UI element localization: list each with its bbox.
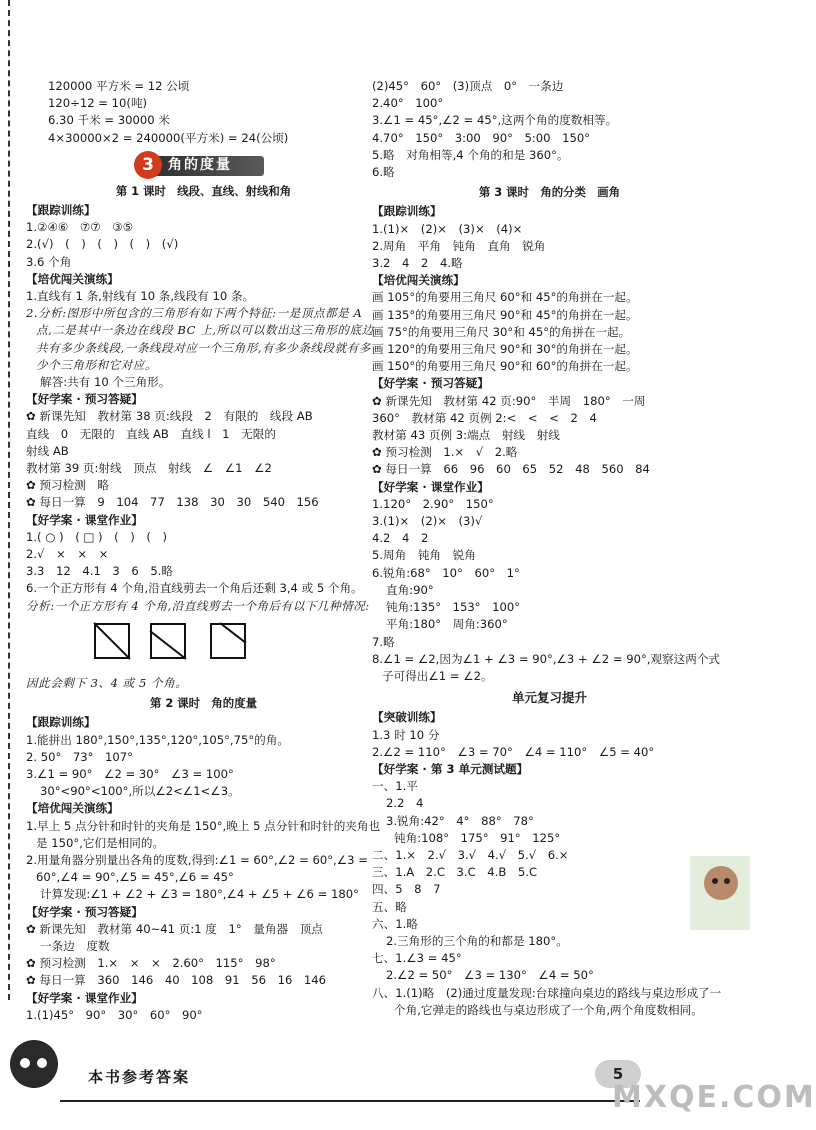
chapter-title: 角的度量 — [168, 156, 232, 173]
answer-line: 2.(√) ( ) ( ) ( ) (√) — [26, 237, 179, 252]
answer-line: 画 105°的角要用三角尺 60°和 45°的角拼在一起。 — [372, 290, 638, 305]
answer-line: 三、1.A 2.C 3.C 4.B 5.C — [372, 865, 538, 880]
answer-line: 画 150°的角要用三角尺 90°和 60°的角拼在一起。 — [372, 359, 638, 374]
answer-line: 直角:90° — [386, 582, 434, 597]
mascot-eye-icon — [20, 1058, 30, 1068]
answer-line: 1.( ○ ) ( □ ) ( ) ( ) — [26, 529, 168, 544]
section-heading: 【好学案 · 第 3 单元测试题】 — [372, 761, 529, 776]
answer-line: 教材第 39 页:射线 顶点 射线 ∠ ∠1 ∠2 — [26, 461, 272, 476]
answer-line: 2. 50° 73° 107° — [26, 749, 133, 764]
answer-line: 3.锐角:42° 4° 88° 78° — [386, 813, 534, 828]
answer-line: ✿ 预习检测 1.× √ 2.略 — [372, 445, 518, 460]
answer-line: 画 135°的角要用三角尺 90°和 45°的角拼在一起。 — [372, 307, 638, 322]
answer-line: ✿ 每日一算 66 96 60 65 52 48 560 84 — [372, 462, 650, 477]
answer-line: 3.3 12 4.1 3 6 5.略 — [26, 564, 174, 579]
footer-title: 本书参考答案 — [88, 1068, 191, 1086]
answer-line: ✿ 新课先知 教材第 40~41 页:1 度 1° 量角器 顶点 — [26, 921, 323, 936]
chapter-header — [26, 151, 381, 179]
lesson-2-title: 第 2 课时 角的度量 — [150, 696, 257, 711]
cut-square-figures — [26, 621, 381, 671]
section-heading: 【好学案 · 预习答疑】 — [26, 392, 143, 407]
answer-paragraph: 2.用量角器分别量出各角的度数,得到:∠1 = 60°,∠2 = 60°,∠3 = 60°,∠4 = 90°,∠5 = 45°,∠6 = 45° — [26, 852, 368, 885]
answer-line: 钝角:108° 175° 91° 125° — [394, 830, 561, 845]
answer-line: 二、1.× 2.√ 3.√ 4.√ 5.√ 6.× — [372, 847, 569, 862]
answer-line: 解答:共有 10 个三角形。 — [40, 375, 171, 390]
section-heading: 【好学案 · 预习答疑】 — [26, 904, 143, 919]
answer-line: 2.√ × × × — [26, 547, 109, 562]
section-heading: 【好学案 · 课堂作业】 — [372, 479, 489, 494]
section-heading: 【跟踪训练】 — [26, 203, 96, 218]
answer-line: 6.略 — [372, 165, 395, 180]
footer-rule — [60, 1100, 640, 1102]
review-title: 单元复习提升 — [511, 690, 587, 706]
answer-line: 7.略 — [372, 634, 395, 649]
cut-line — [8, 0, 10, 1000]
answer-line: 四、5 8 7 — [372, 882, 441, 897]
section-heading: 【好学案 · 课堂作业】 — [26, 990, 143, 1005]
chapter-number: 3 — [134, 151, 162, 179]
answer-line: 平角:180° 周角:360° — [386, 617, 508, 632]
section-heading: 【培优闯关演练】 — [26, 801, 119, 816]
answer-line: 2.三角形的三个角的和都是 180°。 — [386, 933, 568, 948]
answer-line: 2.∠2 = 110° ∠3 = 70° ∠4 = 110° ∠5 = 40° — [372, 744, 655, 759]
text-line: 120000 平方米 = 12 公顷 — [48, 79, 190, 93]
square-figure-cut-3 — [210, 623, 246, 659]
analysis-paragraph: 2.分析:图形中所包含的三角形有如下两个特征:一是顶点都是 A 点,二是其中一条边在线段 BC 上,所以可以数出这三角形的底边共有多少条线段,一条线段对应一个三角形,有多少条线段就有多少个三角形和它对应。 — [26, 306, 374, 372]
section-heading: 【好学案 · 课堂作业】 — [26, 512, 143, 527]
answer-line: 360° 教材第 42 页例 2:< < < 2 4 — [372, 410, 597, 425]
watermark: MXQE.COM — [612, 1080, 816, 1115]
page-number: 5 — [595, 1060, 641, 1088]
answer-line: 2.40° 100° — [372, 96, 444, 111]
answer-paragraph: 6.一个正方形有 4 个角,沿直线剪去一个角后还剩 3,4 或 5 个角。 — [26, 581, 363, 596]
answer-line: 4.2 4 2 — [372, 531, 429, 546]
answer-line: 五、略 — [372, 899, 407, 914]
answer-paragraph: 八、1.(1)略 (2)通过度量发现:台球撞向桌边的路线与桌边形成了一个角,它弹走的路线也与桌边形成了一个角,两个角度数相同。 — [372, 985, 722, 1017]
mascot-eye-icon — [712, 878, 718, 884]
mascot-face-icon — [704, 866, 738, 900]
answer-line: 1.②④⑥ ⑦⑦ ③⑤ — [26, 220, 134, 235]
right-column — [372, 78, 727, 1019]
answer-line: ✿ 每日一算 360 146 40 108 91 56 16 146 — [26, 973, 327, 988]
answer-line: 射线 AB — [26, 443, 69, 458]
lesson-1-title: 第 1 课时 线段、直线、射线和角 — [115, 183, 292, 198]
answer-line: 6.锐角:68° 10° 60° 1° — [372, 565, 520, 580]
square-figure-cut-4 — [150, 623, 186, 659]
answer-paragraph: 1.早上 5 点分针和时针的夹角是 150°,晚上 5 点分针和时针的夹角也是 150°,它们是相同的。 — [26, 818, 381, 850]
answer-line: ✿ 新课先知 教材第 42 页:90° 半周 180° 一周 — [372, 393, 646, 408]
answer-line: 1.3 时 10 分 — [372, 727, 440, 742]
answer-line: 一条边 度数 — [40, 938, 110, 953]
text-line: 4×30000×2 = 240000(平方米) = 24(公顷) — [48, 130, 289, 145]
answer-line: 1.能拼出 180°,150°,135°,120°,105°,75°的角。 — [26, 732, 289, 747]
answer-line: 1.直线有 1 条,射线有 10 条,线段有 10 条。 — [26, 289, 255, 304]
section-heading: 【突破训练】 — [372, 710, 442, 725]
answer-line: 2.周角 平角 钝角 直角 锐角 — [372, 238, 546, 253]
answer-line: 六、1.略 — [372, 916, 418, 931]
answer-line: 5.周角 钝角 锐角 — [372, 548, 476, 563]
answer-line: 教材第 43 页例 3:端点 射线 射线 — [372, 428, 560, 443]
answer-line: 一、1.平 — [372, 779, 418, 794]
answer-line: 1.(1)× (2)× (3)× (4)× — [372, 221, 523, 236]
mascot-icon — [10, 1040, 58, 1088]
mascot-eye-icon — [724, 878, 730, 884]
answer-line: 钝角:135° 153° 100° — [386, 600, 521, 615]
answer-line: 2.2 4 — [386, 796, 424, 811]
answer-line: 画 120°的角要用三角尺 90°和 30°的角拼在一起。 — [372, 342, 638, 357]
answer-line: ✿ 预习检测 略 — [26, 478, 109, 493]
answer-line: 3.2 4 2 4.略 — [372, 256, 463, 271]
answer-line: 3.(1)× (2)× (3)√ — [372, 514, 483, 529]
answer-line: 1.(1)45° 90° 30° 60° 90° — [26, 1007, 203, 1022]
answer-line: 2.∠2 = 50° ∠3 = 130° ∠4 = 50° — [386, 968, 594, 983]
text-line: 6.30 千米 = 30000 米 — [48, 113, 170, 128]
answer-line: 3.6 个角 — [26, 254, 72, 269]
answer-paragraph: 8.∠1 = ∠2,因为∠1 + ∠3 = 90°,∠3 + ∠2 = 90°,观察这两个式子可得出∠1 = ∠2。 — [372, 651, 721, 683]
answer-line: 直线 0 无限的 直线 AB 直线 l 1 无限的 — [26, 426, 276, 441]
section-heading: 【培优闯关演练】 — [372, 273, 465, 288]
answer-line: (2)45° 60° (3)顶点 0° 一条边 — [372, 79, 564, 93]
answer-line: 5.略 对角相等,4 个角的和是 360°。 — [372, 147, 569, 162]
answer-line: 画 75°的角要用三角尺 30°和 45°的角拼在一起。 — [372, 324, 631, 339]
answer-line: 七、1.∠3 = 45° — [372, 951, 462, 966]
section-heading: 【跟踪训练】 — [26, 715, 96, 730]
mascot-eye-icon — [37, 1058, 47, 1068]
section-heading: 【培优闯关演练】 — [26, 271, 119, 286]
section-heading: 【跟踪训练】 — [372, 204, 442, 219]
answer-line: 30°<90°<100°,所以∠2<∠1<∠3。 — [40, 784, 240, 799]
section-heading: 【好学案 · 预习答疑】 — [372, 376, 489, 391]
answer-line: 计算发现:∠1 + ∠2 + ∠3 = 180°,∠4 + ∠5 + ∠6 = 180° — [40, 887, 359, 902]
text-line: 120÷12 = 10(吨) — [48, 96, 148, 111]
answer-line: ✿ 新课先知 教材第 38 页:线段 2 有限的 线段 AB — [26, 409, 313, 424]
answer-line: 3.∠1 = 45°,∠2 = 45°,这两个角的度数相等。 — [372, 113, 618, 128]
answer-line: 4.70° 150° 3:00 90° 5:00 150° — [372, 130, 591, 145]
analysis-conclusion: 因此会剩下 3、4 或 5 个角。 — [26, 675, 188, 690]
answer-line: 1.120° 2.90° 150° — [372, 496, 494, 511]
answer-line: ✿ 每日一算 9 104 77 138 30 30 540 156 — [26, 495, 319, 510]
square-figure-cut-5 — [94, 623, 130, 659]
left-column — [26, 78, 381, 1024]
lesson-3-title: 第 3 课时 角的分类 画角 — [478, 185, 621, 200]
answer-line: ✿ 预习检测 1.× × × 2.60° 115° 98° — [26, 956, 276, 971]
answer-line: 3.∠1 = 90° ∠2 = 30° ∠3 = 100° — [26, 766, 234, 781]
analysis-paragraph: 分析:一个正方形有 4 个角,沿直线剪去一个角后有以下几种情况: — [26, 598, 370, 613]
